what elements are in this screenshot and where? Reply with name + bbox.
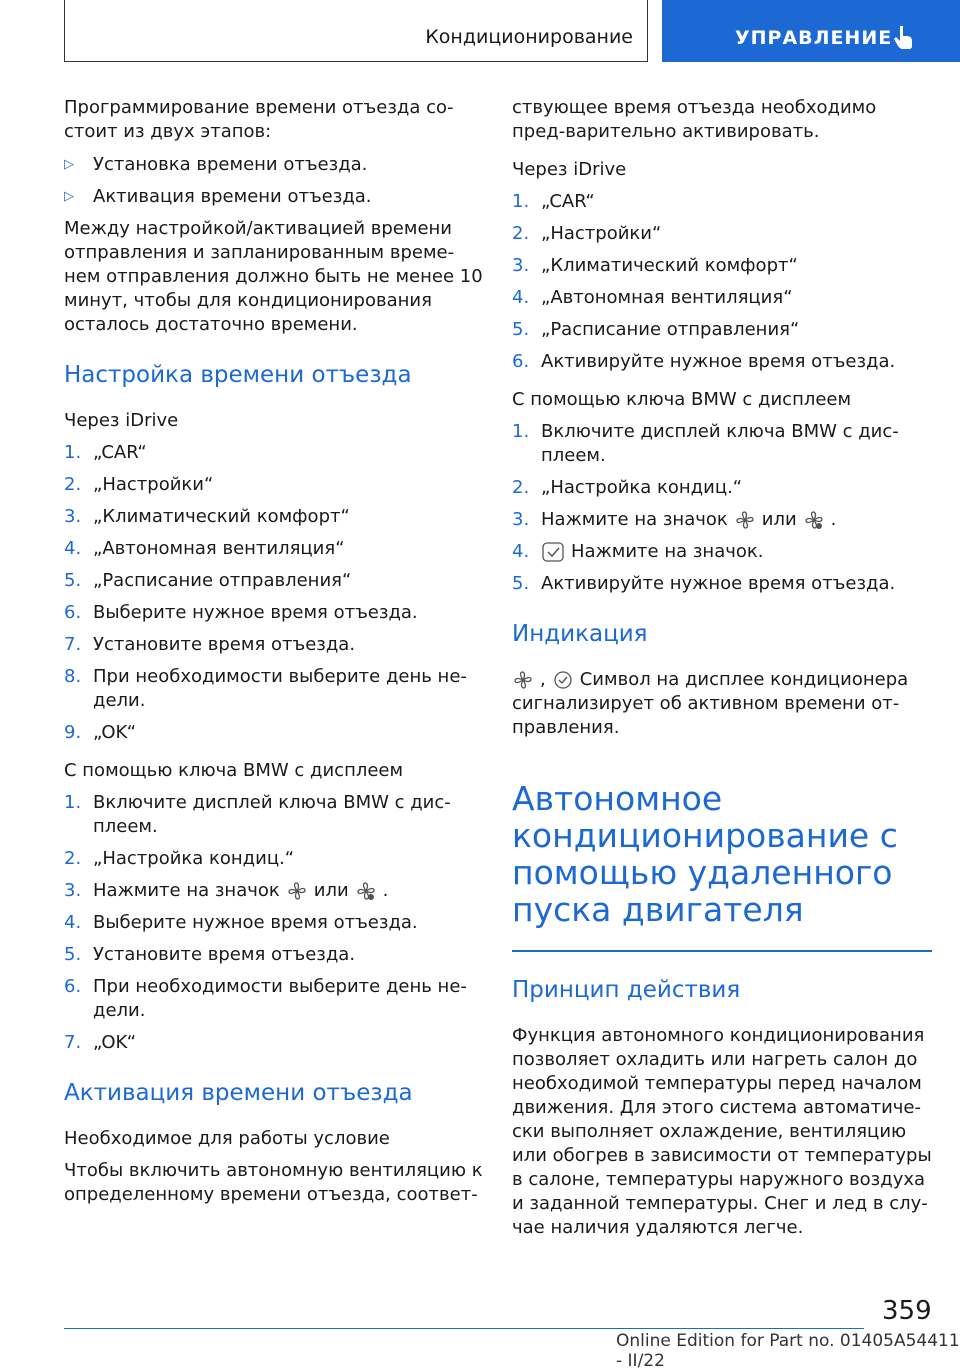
right-column: [512, 96, 932, 1249]
triangle-bullet-icon: ▷: [64, 189, 74, 204]
key-subheading: С помощью ключа BMW с дисплеем: [64, 760, 404, 781]
header-category-title: УПРАВЛЕНИЕ: [735, 27, 893, 49]
chapter-divider: [512, 950, 932, 952]
list-item: 1. „CAR“: [512, 191, 595, 212]
list-item: 3. Нажмите на значок или .: [64, 880, 389, 901]
list-item: 3. „Климатический комфорт“: [512, 255, 798, 276]
list-item: 5. Установите время отъезда.: [64, 944, 356, 965]
list-item: 3. Нажмите на значок или .: [512, 509, 837, 530]
key-activation-list: [512, 420, 932, 596]
fan-icon: [512, 669, 534, 691]
idrive-subheading: Через iDrive: [64, 410, 179, 431]
header-category-tab: [662, 0, 960, 62]
condition-subheading: Необходимое для работы условие: [64, 1128, 390, 1149]
hand-pointer-icon: [892, 24, 916, 50]
list-item: ▷ Установка времени отъезда.: [64, 154, 368, 175]
key-steps-list: [64, 791, 484, 1055]
idrive-subheading: Через iDrive: [512, 159, 627, 180]
header-section-box: [64, 0, 648, 62]
list-item: 5. „Расписание отправления“: [512, 319, 800, 340]
page-number: 359: [882, 1296, 932, 1326]
header-section-title: Кондиционирование: [425, 26, 633, 48]
idrive-activation-list: [512, 190, 932, 374]
list-item: 5. Активируйте нужное время отъезда.: [512, 573, 896, 594]
list-item: 8. При необходимости выберите день не-дели.: [64, 666, 467, 711]
left-column: [64, 96, 484, 1216]
fan-icon: [734, 509, 756, 531]
list-item: 5. „Расписание отправления“: [64, 570, 352, 591]
list-item: 4. Выберите нужное время отъезда.: [64, 912, 418, 933]
list-item: 6. Выберите нужное время отъезда.: [64, 602, 418, 623]
check-circle-icon: [552, 669, 574, 691]
principle-heading: Принцип действия: [512, 976, 741, 1003]
list-item: 2. „Настройка кондиц.“: [64, 848, 295, 869]
setup-heading: Настройка времени отъезда: [64, 362, 412, 388]
note-paragraph: Между настройкой/активацией времени отправления и запланированным време-нем отправления должно быть не менее 10 минут, чтобы для кондиционирования осталось достаточно времени.: [64, 218, 483, 335]
list-item: 3. „Климатический комфорт“: [64, 506, 350, 527]
triangle-bullet-icon: ▷: [64, 157, 74, 172]
list-item: 9. „OK“: [64, 722, 137, 743]
list-item: 1. Включите дисплей ключа BMW с дис-плеем.: [64, 792, 451, 837]
list-item: 1. Включите дисплей ключа BMW с дис-плеем.: [512, 421, 899, 466]
chapter-heading: Автономное кондиционирование с помощью удаленного пуска двигателя: [512, 779, 898, 929]
list-item: ▷ Активация времени отъезда.: [64, 186, 372, 207]
fan-auto-icon: [355, 880, 377, 902]
list-item: 2. „Настройка кондиц.“: [512, 477, 743, 498]
intro-paragraph: Программирование времени отъезда со-стоит из двух этапов:: [64, 97, 454, 142]
list-item: 2. „Настройки“: [512, 223, 662, 244]
list-item: 4. „Автономная вентиляция“: [512, 287, 793, 308]
fan-icon: [286, 880, 308, 902]
fan-auto-icon: [803, 509, 825, 531]
list-item: 2. „Настройки“: [64, 474, 214, 495]
list-item: 6. Активируйте нужное время отъезда.: [512, 351, 896, 372]
activation-heading: Активация времени отъезда: [64, 1080, 413, 1106]
footer-divider: [64, 1328, 864, 1329]
list-item: 7. Установите время отъезда.: [64, 634, 356, 655]
continuation-paragraph: ствующее время отъезда необходимо пред-варительно активировать.: [512, 97, 877, 142]
clock-check-icon: [541, 541, 565, 563]
list-item: 1. „CAR“: [64, 442, 147, 463]
indication-heading: Индикация: [512, 621, 648, 647]
list-item: 4. Нажмите на значок.: [512, 541, 764, 562]
list-item: 4. „Автономная вентиляция“: [64, 538, 345, 559]
list-item: 7. „OK“: [64, 1032, 137, 1053]
stages-list: [64, 153, 484, 209]
list-item: 6. При необходимости выберите день не-дели.: [64, 976, 467, 1021]
indication-paragraph: , Символ на дисплее кондиционера сигнализирует об активном времени от-правления.: [512, 669, 909, 738]
key-subheading: С помощью ключа BMW с дисплеем: [512, 389, 852, 410]
condition-paragraph: Чтобы включить автономную вентиляцию к определенному времени отъезда, соответ-: [64, 1160, 483, 1205]
principle-paragraph: Функция автономного кондиционирования позволяет охладить или нагреть салон до необходимой температуры перед началом движения. Для этого система автоматиче-ски выполняет охлаждение, вентиляцию или обогрев в зависимости от температуры в салоне, температуры наружного воздуха и заданной температуры. Снег и лед в слу-чае наличия удаляются легче.: [512, 1024, 932, 1238]
edition-footer: Online Edition for Part no. 01405A54411 - II/22: [616, 1331, 960, 1371]
idrive-steps-list: [64, 441, 484, 745]
